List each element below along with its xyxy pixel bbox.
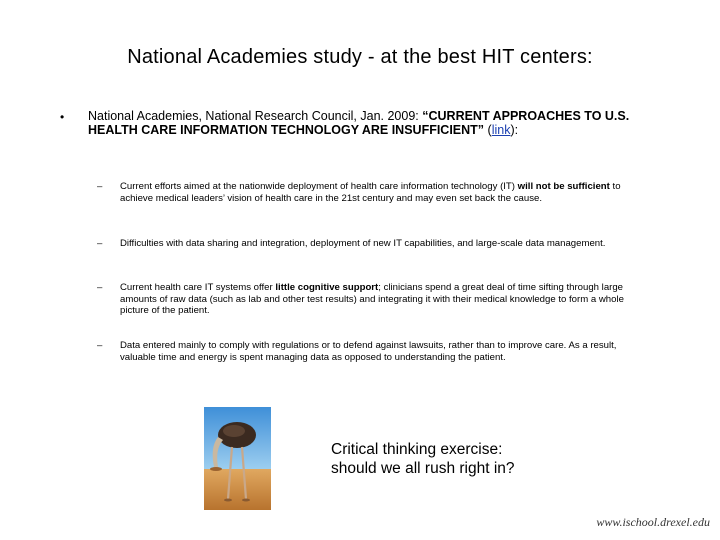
ostrich-head-in-sand-image [204, 407, 271, 510]
sub-bullet-pre: Current efforts aimed at the nationwide deployment of health care information technology (IT) [120, 181, 515, 192]
intro-paren-close: ): [510, 123, 519, 137]
sub-bullet-post: ; clinicians spend a great deal of time sifting through large amounts of raw data (such as lab and other test results) and integrating it with their medical knowledge to form a whole picture of the patient. [120, 282, 624, 317]
slide-title: National Academies study - at the best HIT centers: [127, 46, 593, 68]
sub-bullet-1 [97, 181, 642, 204]
bullet-dot: • [60, 110, 65, 124]
sub-bullet-pre: Difficulties with data sharing and integration, deployment of new IT capabilities, and large-scale data management. [120, 238, 606, 249]
intro-lead: National Academies, National Research Council, Jan. 2009: [88, 109, 419, 123]
sub-bullet-bold: will not be sufficient [517, 181, 610, 192]
intro-bullet [88, 109, 648, 137]
footer-url-logo: www.ischool.drexel.edu [596, 515, 710, 529]
dash-glyph: – [97, 238, 103, 249]
sub-bullet-pre: Data entered mainly to comply with regulations or to defend against lawsuits, rather than to improve care. As a result, valuable time and energy is spent managing data as opposed to understanding the patient. [120, 340, 617, 363]
intro-report-title: “CURRENT APPROACHES TO U.S. HEALTH CARE INFORMATION TECHNOLOGY ARE INSUFFICIENT” [88, 109, 630, 137]
report-link[interactable]: link [491, 123, 511, 137]
sub-bullet-pre: Current health care IT systems offer [120, 282, 273, 293]
intro-paren-open: ( [487, 123, 492, 137]
dash-glyph: – [97, 282, 103, 293]
sub-bullet-4 [97, 340, 642, 363]
sub-bullet-2 [97, 238, 642, 250]
dash-glyph: – [97, 340, 103, 351]
critical-thinking-caption [331, 440, 591, 478]
sub-bullet-post: to achieve medical leaders’ vision of health care in the 21st century and may even set back the cause. [120, 181, 621, 204]
caption-line-2: should we all rush right in? [331, 460, 515, 477]
sub-bullet-text [120, 340, 642, 363]
sub-bullet-text [120, 181, 642, 204]
sub-bullet-3 [97, 282, 642, 317]
sub-bullet-text [120, 238, 642, 250]
caption-line-1: Critical thinking exercise: [331, 441, 503, 458]
sub-bullet-text [120, 282, 642, 317]
dash-glyph: – [97, 181, 103, 192]
sub-bullet-bold: little cognitive support [275, 282, 379, 293]
